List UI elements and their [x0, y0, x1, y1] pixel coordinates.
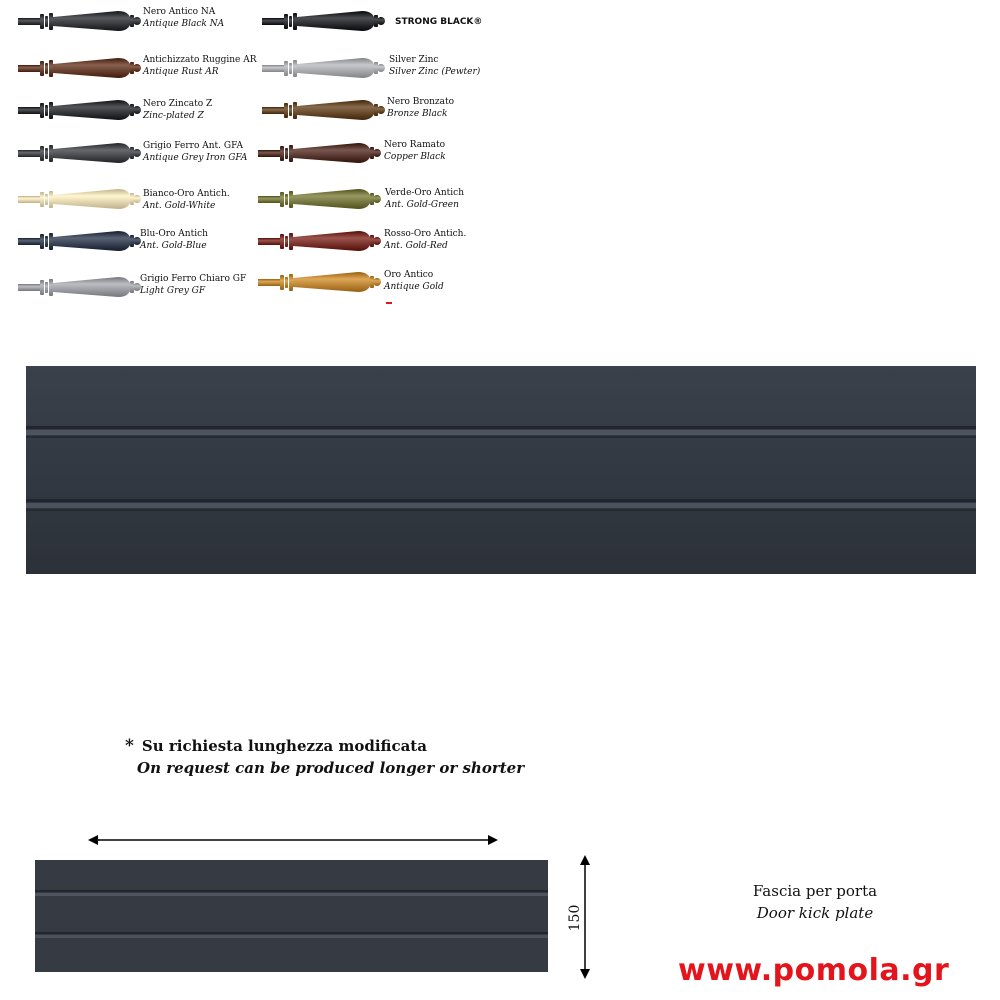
finial-icon — [18, 53, 143, 83]
finish-translation: Ant. Gold-Green — [385, 200, 459, 210]
finish-label-nr — [384, 139, 446, 163]
finish-name: Grigio Ferro Ant. GFA — [143, 141, 244, 151]
finish-name: Grigio Ferro Chiaro GF — [140, 274, 247, 284]
finial-icon — [258, 184, 383, 214]
finish-translation: Ant. Gold-White — [143, 201, 216, 211]
product-name-italian: Fascia per porta — [752, 882, 878, 900]
finish-translation: Antique Grey Iron GFA — [143, 153, 248, 163]
kick-plate-photo — [26, 366, 976, 574]
finish-swatch-gf — [18, 272, 143, 302]
finish-name: Oro Antico — [384, 270, 434, 280]
length-note-italian — [125, 736, 427, 756]
finish-name: Silver Zinc — [389, 55, 439, 65]
finish-name: Nero Zincato Z — [143, 99, 213, 109]
note-italian-text: Su richiesta lunghezza modificata — [141, 737, 427, 755]
finish-label-na — [143, 6, 224, 30]
finish-label-gb — [140, 228, 208, 252]
finish-label-gfa — [143, 140, 247, 164]
finish-label-z — [143, 98, 212, 122]
finial-icon — [18, 6, 143, 36]
finial-icon — [18, 138, 143, 168]
finish-swatch-gg — [258, 184, 383, 214]
website-link[interactable]: www.pomola.gr — [678, 953, 950, 988]
height-dimension: 150 — [567, 904, 583, 932]
finish-name: Bianco-Oro Antich. — [143, 189, 230, 199]
finish-name: Antichizzato Ruggine AR — [143, 55, 257, 65]
finish-label-ar — [143, 54, 256, 78]
finish-label-gr — [384, 228, 466, 252]
finish-label-og — [384, 269, 444, 293]
finish-name: Nero Bronzato — [387, 97, 455, 107]
finish-translation: Antique Rust AR — [143, 67, 219, 77]
kick-plate-drawing — [35, 860, 548, 972]
finish-translation: Ant. Gold-Red — [384, 241, 448, 251]
finish-translation: Antique Gold — [384, 282, 444, 292]
asterisk: * — [125, 736, 134, 756]
finish-swatch-sb — [262, 6, 387, 36]
finial-icon — [18, 184, 143, 214]
finish-swatch-gb — [18, 226, 143, 256]
finial-icon — [258, 267, 383, 297]
finish-name: Verde-Oro Antich — [385, 188, 465, 198]
finial-icon — [258, 226, 383, 256]
finish-swatch-nr — [258, 138, 383, 168]
finish-translation: Antique Black NA — [143, 19, 225, 29]
finish-swatch-nb — [262, 95, 387, 125]
product-description — [720, 880, 910, 924]
finish-swatch-na — [18, 6, 143, 36]
finial-icon — [18, 226, 143, 256]
finish-translation: Bronze Black — [387, 109, 448, 119]
finish-swatch-og — [258, 267, 383, 297]
finial-icon — [262, 6, 387, 36]
product-name-english: Door kick plate — [756, 904, 874, 922]
finish-translation: Light Grey GF — [140, 286, 206, 296]
finish-name: Blu-Oro Antich — [140, 229, 208, 239]
finish-translation: Zinc-plated Z — [143, 111, 204, 121]
red-mark — [386, 302, 392, 304]
finish-swatch-gfa — [18, 138, 143, 168]
finish-label-nb — [387, 96, 454, 120]
finial-icon — [262, 53, 387, 83]
finish-swatch-gr — [258, 226, 383, 256]
length-note-english: On request can be produced longer or shorter — [137, 759, 525, 777]
finish-translation: Copper Black — [384, 152, 446, 162]
finish-translation: Ant. Gold-Blue — [140, 241, 207, 251]
finial-icon — [262, 95, 387, 125]
finial-icon — [258, 138, 383, 168]
finial-icon — [18, 272, 143, 302]
finish-label-sb: STRONG BLACK® — [395, 17, 483, 27]
finish-translation: Silver Zinc (Pewter) — [389, 67, 481, 77]
finish-swatch-gw — [18, 184, 143, 214]
finish-label-gg — [385, 187, 464, 211]
finial-icon — [18, 95, 143, 125]
finish-label-gw — [143, 188, 230, 212]
finish-label-gf — [140, 273, 246, 297]
length-arrow — [88, 831, 498, 849]
finish-name: Rosso-Oro Antich. — [384, 229, 467, 239]
finish-name: Nero Antico NA — [143, 7, 216, 17]
finish-swatch-z — [18, 95, 143, 125]
finish-swatch-ar — [18, 53, 143, 83]
finish-swatch-sz — [262, 53, 387, 83]
finish-label-sz — [389, 54, 480, 78]
finish-name: Nero Ramato — [384, 140, 446, 150]
